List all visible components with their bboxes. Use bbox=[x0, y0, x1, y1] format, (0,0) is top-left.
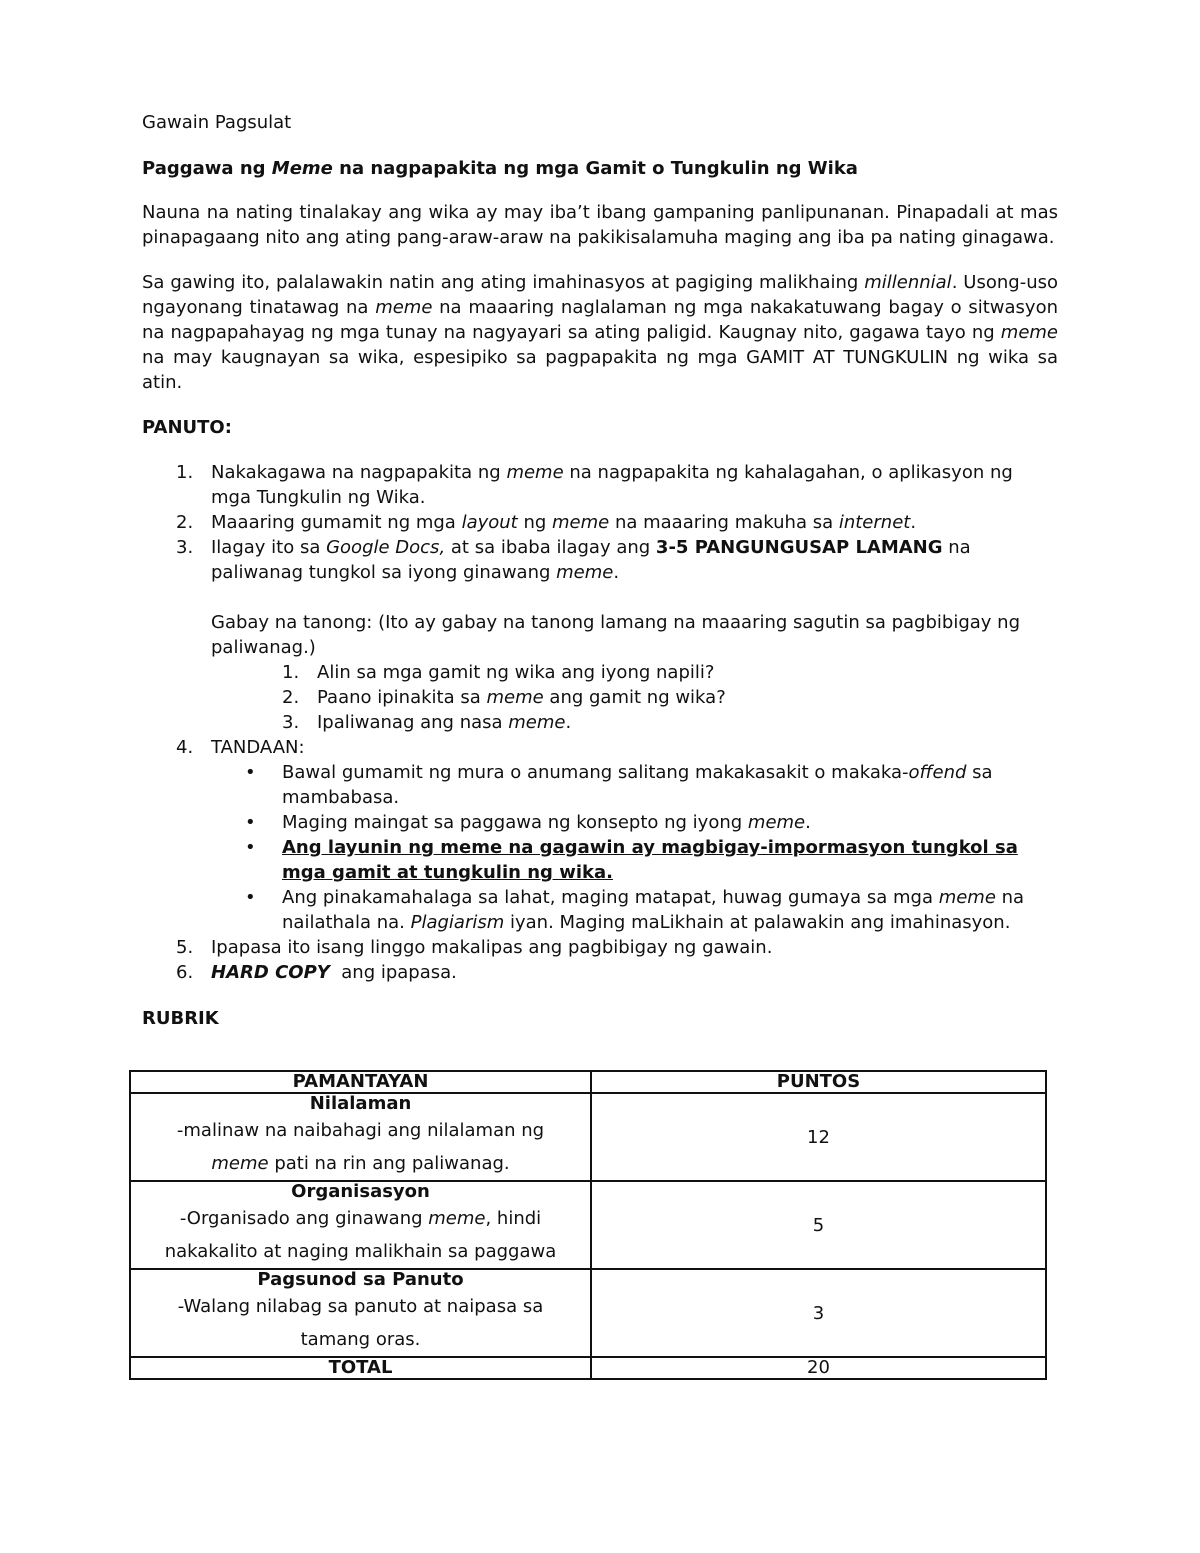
bullet-icon: • bbox=[245, 887, 256, 908]
total-points: 20 bbox=[591, 1357, 1046, 1379]
bullet-item-emphasis: • Ang layunin ng meme na gagawin ay magbigay-impormasyon tungkol sa mga gamit at tungkulin ng wika. bbox=[245, 837, 1018, 883]
list-item: 1. Nakakagawa na nagpapakita ng meme na nagpapakita ng kahalagahan, o aplikasyon ng mga Tungkulin ng Wika. bbox=[176, 462, 1013, 508]
column-header-criteria: PAMANTAYAN bbox=[130, 1071, 591, 1093]
total-label: TOTAL bbox=[130, 1357, 591, 1379]
list-item: 3. Ilagay ito sa Google Docs, at sa ibaba ilagay ang 3-5 PANGUNGUSAP LAMANG na paliwanag tungkol sa iyong ginawang meme. Gabay na tanong: (Ito ay gabay na tanong lamang na maaaring sagutin sa pagbibigay ng paliwanag.) bbox=[142, 535, 1058, 660]
rubrik-heading: RUBRIK bbox=[142, 1008, 219, 1029]
bullet-icon: • bbox=[245, 762, 256, 783]
table-row bbox=[130, 1093, 1046, 1181]
criteria-cell: Organisasyon -Organisado ang ginawang meme, hindi nakakalito at naging malikhain sa paggawa bbox=[130, 1181, 591, 1269]
sub-list-item: 1. Alin sa mga gamit ng wika ang iyong napili? bbox=[282, 662, 715, 683]
guide-question-intro: Gabay na tanong: (Ito ay gabay na tanong lamang na maaaring sagutin sa pagbibigay ng paliwanag.) bbox=[211, 612, 1020, 658]
points-cell: 3 bbox=[591, 1269, 1046, 1357]
bullet-icon: • bbox=[245, 837, 256, 858]
bullet-item: • Maging maingat sa paggawa ng konsepto ng iyong meme. bbox=[245, 812, 811, 833]
total-row bbox=[130, 1357, 1046, 1379]
sub-list-item: 2. Paano ipinakita sa meme ang gamit ng wika? bbox=[282, 687, 726, 708]
rubric-table bbox=[129, 1070, 1047, 1380]
document-body bbox=[142, 110, 1058, 1031]
list-item: 4. TANDAAN: bbox=[176, 737, 305, 758]
bullet-item: • Ang pinakamahalaga sa lahat, maging matapat, huwag gumaya sa mga meme na nailathala na. Plagiarism iyan. Maging maLikhain at palawakin ang imahinasyon. bbox=[245, 887, 1025, 933]
bullet-item: • Bawal gumamit ng mura o anumang salitang makakasakit o makaka-offend sa mambabasa. bbox=[245, 762, 993, 808]
table-row bbox=[130, 1269, 1046, 1357]
panuto-heading: PANUTO: bbox=[142, 417, 232, 438]
list-item: 2. Maaaring gumamit ng mga layout ng meme na maaaring makuha sa internet. bbox=[176, 512, 917, 533]
activity-subtitle: Paggawa ng Meme na nagpapakita ng mga Gamit o Tungkulin ng Wika bbox=[142, 158, 858, 179]
list-item: 5. Ipapasa ito isang linggo makalipas ang pagbibigay ng gawain. bbox=[176, 937, 773, 958]
context-paragraph: Sa gawing ito, palalawakin natin ang ating imahinasyos at pagiging malikhaing millennial. Usong-uso ngayonang tinatawag na meme na maaaring naglalaman ng mga nakakatuwang bagay o sitwasyon na nagpapahayag ng mga tunay na nagyayari sa ating paligid. Kaugnay nito, gagawa tayo ng meme na may kaugnayan sa wika, espesipiko sa pagpapakita ng mga GAMIT AT TUNGKULIN ng wika sa atin. bbox=[142, 272, 1059, 393]
criteria-cell: Pagsunod sa Panuto -Walang nilabag sa panuto at naipasa sa tamang oras. bbox=[130, 1269, 591, 1357]
criteria-cell: Nilalaman -malinaw na naibahagi ang nilalaman ng meme pati na rin ang paliwanag. bbox=[130, 1093, 591, 1181]
sub-list-item: 3. Ipaliwanag ang nasa meme. bbox=[282, 712, 572, 733]
list-item: 6. HARD COPY ang ipapasa. bbox=[176, 962, 457, 983]
intro-paragraph: Nauna na nating tinalakay ang wika ay may iba’t ibang gampaning panlipunanan. Pinapadali at mas pinapagaang nito ang ating pang-araw-araw na pakikisalamuha maging ang iba pa nating ginagawa. bbox=[142, 202, 1058, 248]
points-cell: 5 bbox=[591, 1181, 1046, 1269]
table-row bbox=[130, 1181, 1046, 1269]
column-header-points: PUNTOS bbox=[591, 1071, 1046, 1093]
table-header-row bbox=[130, 1071, 1046, 1093]
bullet-icon: • bbox=[245, 812, 256, 833]
points-cell: 12 bbox=[591, 1093, 1046, 1181]
instructions-list bbox=[142, 460, 1058, 985]
page-title: Gawain Pagsulat bbox=[142, 112, 292, 133]
